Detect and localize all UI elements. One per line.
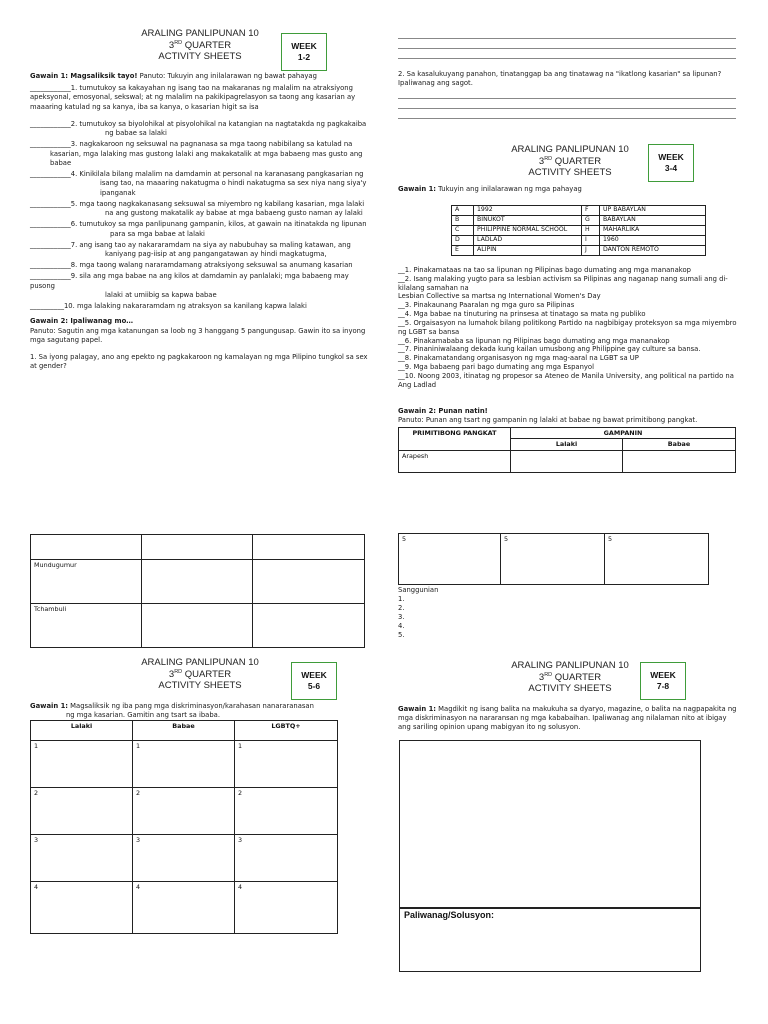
ws1-item-7-cont: kaniyang pag-iisip at ang pangangatawan ay hindi magkatugma, — [105, 249, 327, 258]
group-name: Arapesh — [399, 450, 511, 472]
source-line[interactable]: 3. — [398, 612, 405, 621]
col-header-male: Lalaki — [511, 439, 623, 450]
table-row — [399, 450, 736, 472]
answer-cell[interactable] — [253, 604, 365, 648]
col-header-male: Lalaki — [31, 721, 133, 741]
ws1-item-4: ____________4. Kinikilala bilang malalim na damdamin at personal na karanasang pangkasarian ng — [30, 170, 364, 179]
ws2-item-8: __8. Pinakamatandang organisasyon ng mga mag-aaral na LGBT sa UP — [398, 354, 639, 363]
ws2-item-1: __1. Pinakamataas na tao sa lipunan ng Pilipinas bago dumating ang mga mananakop — [398, 266, 691, 274]
numbered-cell[interactable]: 2 — [235, 788, 338, 835]
ws2-item-2: __2. Isang malaking yugto para sa lesbian activism sa Pilipinas ang naganap nang sumali ang di-kilalang samahan na — [398, 274, 728, 292]
ws1-item-9: ____________9. sila ang mga babae na ang kilos at damdamin ay panlalaki; mga babaeng may pusong — [30, 272, 349, 290]
ws1-sheets: ACTIVITY SHEETS — [158, 51, 242, 63]
ws2-subject: ARALING PANLIPUNAN 10 — [511, 144, 629, 155]
group-name: Tchambuli — [31, 604, 142, 648]
ws1-question-2: 2. Sa kasalukuyang panahon, tinatanggap ba ang tinatawag na "ikatlong kasarian" sa lipunan? Ipaliwanag ang sagot. — [398, 70, 722, 88]
ws1-item-3-cont: kasarian, mga lalaking mas gustong lalaki ang makakatalik at mga babaeng mas gusto ang babae — [50, 149, 363, 167]
ws3-subject: ARALING PANLIPUNAN 10 — [141, 657, 259, 668]
ws3-header — [120, 657, 280, 692]
col-header-role: GAMPANIN — [511, 428, 736, 439]
ws4-instruction: Gawain 1: Magdikit ng isang balita na makukuha sa dyaryo, magazine, o balita na nagpapakita ng mga diskriminasyon na nararansan ng mga kababaihan. Ipaliwanag ang nilalaman nito at ibigay ang sariling opinion upang mabigyan ito ng solusyon. — [398, 705, 737, 732]
key-letter: I — [582, 236, 600, 246]
key-answer: BINUKOT — [474, 216, 582, 226]
ws4-quarter: 3RD QUARTER — [538, 671, 602, 683]
numbered-cell[interactable]: 5 — [399, 534, 501, 585]
source-line[interactable]: 4. — [398, 621, 405, 630]
numbered-cell[interactable]: 2 — [133, 788, 235, 835]
key-answer: BABAYLAN — [600, 216, 706, 226]
ws2-item-6: __6. Pinakamababa sa lipunan ng Pilipinas bago dumating ang mga mananakop — [398, 336, 670, 345]
explanation-label: Paliwanag/Solusyon: — [404, 910, 495, 920]
key-answer: DANTON REMOTO — [600, 246, 706, 256]
table-row — [399, 534, 709, 585]
ws2-items — [398, 266, 740, 390]
ws1-question-1: 1. Sa iyong palagay, ano ang epekto ng pagkakaroon ng kamalayan ng mga Pilipino tungkol sa sex at gender? — [30, 353, 368, 371]
ws1-item-3: ____________3. nagkakaroon ng seksuwal na pagnanasa sa mga taong nabibilang sa katulad na — [30, 140, 353, 149]
key-letter: C — [452, 226, 474, 236]
key-row — [452, 206, 706, 216]
source-line[interactable]: 5. — [398, 630, 405, 639]
ws3-sheets: ACTIVITY SHEETS — [158, 680, 242, 692]
key-answer: ALIPIN — [474, 246, 582, 256]
ws2-gawain2-instruction: Panuto: Punan ang tsart ng gampanin ng lalaki at babae ng bawat primitibong pangkat. — [398, 416, 698, 425]
ws2-item-7: __7. Pinaniniwalaang dekada kung kailan umusbong ang Philippine gay culture sa bansa. — [398, 345, 701, 354]
answer-cell[interactable] — [142, 560, 253, 604]
key-letter: H — [582, 226, 600, 236]
sources-label: Sanggunian — [398, 586, 439, 594]
ws1-item-5: ____________5. mga taong nagkakanasang seksuwal sa miyembro ng kabilang kasarian, mga lalaki — [30, 199, 365, 208]
key-row — [452, 216, 706, 226]
table-row — [31, 560, 365, 604]
ws2-gawain2-title: Gawain 2: Punan natin! — [398, 407, 488, 415]
ws2-gawain2 — [398, 407, 740, 425]
ws2-week-label: WEEK — [658, 151, 684, 162]
ws3-quarter: 3RD QUARTER — [168, 668, 232, 680]
ws1-item-10: __________10. mga lalaking nakararamdam ng atraksyon sa kanilang kapwa lalaki — [30, 302, 307, 311]
ws1-header — [120, 28, 280, 63]
ws4-sheets: ACTIVITY SHEETS — [528, 683, 612, 695]
key-letter: E — [452, 246, 474, 256]
numbered-cell[interactable]: 2 — [31, 788, 133, 835]
ws2-sources — [398, 586, 518, 640]
answer-cell[interactable] — [623, 450, 736, 472]
ws2-answer-key-table — [451, 205, 706, 256]
explanation-box[interactable] — [399, 908, 701, 972]
ws2-item-4: __4. Mga babae na tinuturing na prinsesa at tinatago sa mata ng publiko — [398, 310, 646, 319]
numbered-cell[interactable]: 4 — [133, 882, 235, 934]
ws1-item-7: ____________7. ang isang tao ay nakararamdam na siya ay nabubuhay sa maling katawan, ang — [30, 240, 351, 249]
ws1-gawain2-title: Gawain 2: Ipaliwanag mo… — [30, 317, 134, 326]
numbered-cell[interactable]: 1 — [31, 741, 133, 788]
answer-line-4[interactable] — [398, 98, 736, 99]
ws2-week-value: 3-4 — [664, 163, 678, 173]
ws1-item-9-cont: lalaki at umiibig sa kapwa babae — [105, 290, 217, 299]
answer-cell[interactable] — [142, 604, 253, 648]
ws4-week-label: WEEK — [650, 669, 676, 680]
answer-line-1[interactable] — [398, 38, 736, 39]
numbered-cell[interactable]: 5 — [501, 534, 605, 585]
key-answer: LADLAD — [474, 236, 582, 246]
ws2-header — [490, 144, 650, 179]
ws3-week-badge — [291, 662, 337, 700]
ws2-roles-table-continued — [30, 534, 365, 648]
key-letter: J — [582, 246, 600, 256]
key-answer: PHILIPPINE NORMAL SCHOOL — [474, 226, 582, 236]
ws1-week-badge — [281, 33, 327, 71]
ws2-item-3: __3. Pinakaunang Paaralan ng mga guro sa Pilipinas — [398, 301, 575, 310]
ws3-instruction: Gawain 1: Magsaliksik ng iba pang mga diskriminasyon/karahasan nanararanasan — [30, 702, 314, 710]
ws3-week-label: WEEK — [301, 669, 327, 680]
table-row — [31, 741, 338, 788]
answer-cell[interactable] — [31, 535, 142, 560]
answer-line-2[interactable] — [398, 48, 736, 49]
ws2-item-9: __9. Mga babaeng pari bago dumating ang mga Espanyol — [398, 363, 594, 372]
key-answer: MAHARLIKA — [600, 226, 706, 236]
ws1-subject: ARALING PANLIPUNAN 10 — [141, 28, 259, 39]
key-row — [452, 236, 706, 246]
ws1-week-value: 1-2 — [297, 52, 311, 62]
numbered-cell[interactable]: 1 — [235, 741, 338, 788]
table-row — [31, 788, 338, 835]
ws4-subject: ARALING PANLIPUNAN 10 — [511, 660, 629, 671]
key-letter: F — [582, 206, 600, 216]
ws2-gawain1: Gawain 1: Tukuyin ang inilalarawan ng mga pahayag — [398, 185, 582, 193]
col-header-lgbtq: LGBTQ+ — [235, 721, 338, 741]
ws2-item-2-cont: Lesbian Collective sa martsa ng International Women's Day — [398, 292, 601, 301]
source-line[interactable]: 2. — [398, 603, 405, 612]
answer-line-6[interactable] — [398, 118, 736, 119]
ws1-item-6: ____________6. tumutukoy sa mga panlipunang gampanin, kilos, at gawain na itinatakda ng lipunan — [30, 220, 367, 229]
ws4-week-badge — [640, 662, 686, 700]
answer-cell[interactable] — [253, 560, 365, 604]
answer-line-3[interactable] — [398, 58, 736, 59]
answer-cell[interactable] — [511, 450, 623, 472]
ws4-header — [490, 660, 650, 695]
col-header-group: PRIMITIBONG PANGKAT — [399, 428, 511, 451]
ws1-item-1: ____________1. tumutukoy sa kakayahan ng isang tao na makaranas ng malalim na atraksiyong apeksyonal, emosyonal, sekswal; at ng malalim na pakikipagrelasyon sa taong ang kasarian ay maaaring katulad ng sa kanya, iba sa kanya, o kasarian higit sa isa — [30, 84, 356, 111]
numbered-cell[interactable]: 5 — [605, 534, 709, 585]
ws2-item-5: __5. Orgaisasyon na lumahok bilang politikong Partido na nagbibigay proteksyon sa mga miyembro ng LGBT sa bansa — [398, 318, 737, 336]
key-letter: D — [452, 236, 474, 246]
ws1-gawain2-instruction: Panuto: Sagutin ang mga katanungan sa loob ng 3 hanggang 5 pangungusap. Gawin ito sa inyong mga sagutang papel. — [30, 326, 366, 344]
ws2-item-10: __10. Noong 2003, itinatag ng propesor sa Ateneo de Manila University, ang political na partido na Ang Ladlad — [398, 371, 734, 389]
ws1-body — [30, 72, 372, 372]
answer-cell[interactable] — [142, 535, 253, 560]
key-letter: G — [582, 216, 600, 226]
key-row — [452, 226, 706, 236]
numbered-cell[interactable]: 3 — [235, 835, 338, 882]
ws4-week-value: 7-8 — [656, 681, 670, 691]
ws1-item-2-cont: ng babae sa lalaki — [105, 129, 167, 138]
ws1-week-label: WEEK — [291, 40, 317, 51]
ws3-gawain1 — [30, 702, 342, 720]
numbered-cell[interactable]: 3 — [133, 835, 235, 882]
key-answer: UP BABAYLAN — [600, 206, 706, 216]
col-header-female: Babae — [623, 439, 736, 450]
key-letter: A — [452, 206, 474, 216]
ws1-quarter: 3RD QUARTER — [168, 39, 232, 51]
ws1-item-2: ____________2. tumutukoy sa biyolohikal at pisyolohikal na katangian na nagtatakda ng pagkakaiba — [30, 119, 367, 128]
ws2-roles-table — [398, 427, 736, 473]
numbered-cell[interactable]: 3 — [31, 835, 133, 882]
ws2-week-badge — [648, 144, 694, 182]
ws1-item-8: ____________8. mga taong walang nararamdamang atraksiyong seksuwal sa anumang kasarian — [30, 261, 353, 270]
ws1-item-4-cont: isang tao, na maaaring nakatugma o hindi nakatugma sa sex niya nang siya'y ipanganak — [100, 179, 367, 197]
key-answer: 1992 — [474, 206, 582, 216]
key-row — [452, 246, 706, 256]
col-header-female: Babae — [133, 721, 235, 741]
ws1-item-5-cont: na ang gustong makatalik ay babae at mga babaeng gusto naman ay lalaki — [105, 209, 363, 218]
ws2-quarter: 3RD QUARTER — [538, 155, 602, 167]
answer-cell[interactable] — [253, 535, 365, 560]
source-line[interactable]: 1. — [398, 594, 405, 603]
news-clipping-box[interactable] — [399, 740, 701, 908]
numbered-cell[interactable]: 4 — [31, 882, 133, 934]
group-name: Mundugumur — [31, 560, 142, 604]
ws1-gawain1: Gawain 1: Magsaliksik tayo! Panuto: Tukuyin ang inilalarawan ng bawat pahayag — [30, 72, 317, 80]
ws3-discrimination-table — [30, 720, 338, 934]
key-letter: B — [452, 216, 474, 226]
numbered-cell[interactable]: 1 — [133, 741, 235, 788]
answer-line-5[interactable] — [398, 108, 736, 109]
numbered-cell[interactable]: 4 — [235, 882, 338, 934]
table-row — [31, 882, 338, 934]
table-row — [31, 604, 365, 648]
table-row — [31, 835, 338, 882]
ws2-sheets: ACTIVITY SHEETS — [528, 167, 612, 179]
key-answer: 1960 — [600, 236, 706, 246]
ws1-item-6-cont: para sa mga babae at lalaki — [110, 229, 205, 238]
ws3-instruction-cont: ng mga kasarian. Gamitin ang tsart sa ibaba. — [66, 711, 220, 720]
ws3-week-value: 5-6 — [307, 681, 321, 691]
ws2-extra-table — [398, 533, 709, 585]
table-row — [31, 535, 365, 560]
